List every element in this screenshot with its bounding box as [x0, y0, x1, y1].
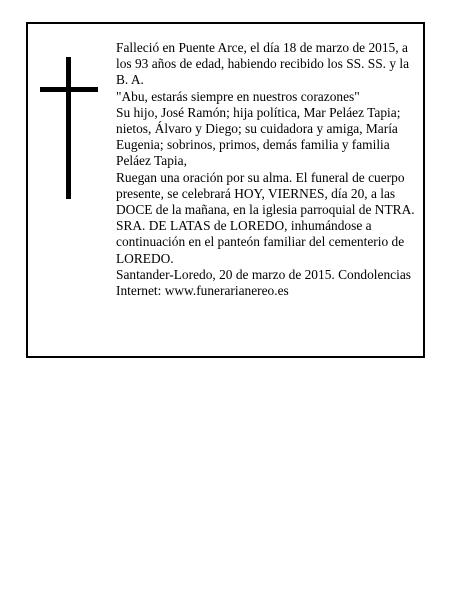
place-date-contact: Santander-Loredo, 20 de marzo de 2015. Condolencias Internet: www.funerarianereo.es [116, 266, 411, 299]
notice-text [116, 40, 422, 299]
family-list: Su hijo, José Ramón; hija política, Mar Peláez Tapia; nietos, Álvaro y Diego; su cuidadora y amiga, María Eugenia; sobrinos, primos, demás familia y familia Peláez Tapia, [116, 104, 401, 169]
funeral-details: Ruegan una oración por su alma. El funeral de cuerpo presente, se celebrará HOY, VIERNES, día 20, a las DOCE de la mañana, en la iglesia parroquial de NTRA. SRA. DE LATAS de LOREDO, inhumándose a continuación en el panteón familiar del cementerio de LOREDO. [116, 169, 415, 266]
cross-vertical-bar [66, 57, 71, 199]
death-announcement: Falleció en Puente Arce, el día 18 de marzo de 2015, a los 93 años de edad, habiendo recibido los SS. SS. y la B. A. [116, 40, 410, 88]
obituary-notice [26, 22, 425, 358]
dedication-quote: "Abu, estarás siempre en nuestros corazones" [116, 88, 360, 104]
cross-horizontal-bar [40, 87, 98, 92]
cross-icon [40, 57, 98, 199]
